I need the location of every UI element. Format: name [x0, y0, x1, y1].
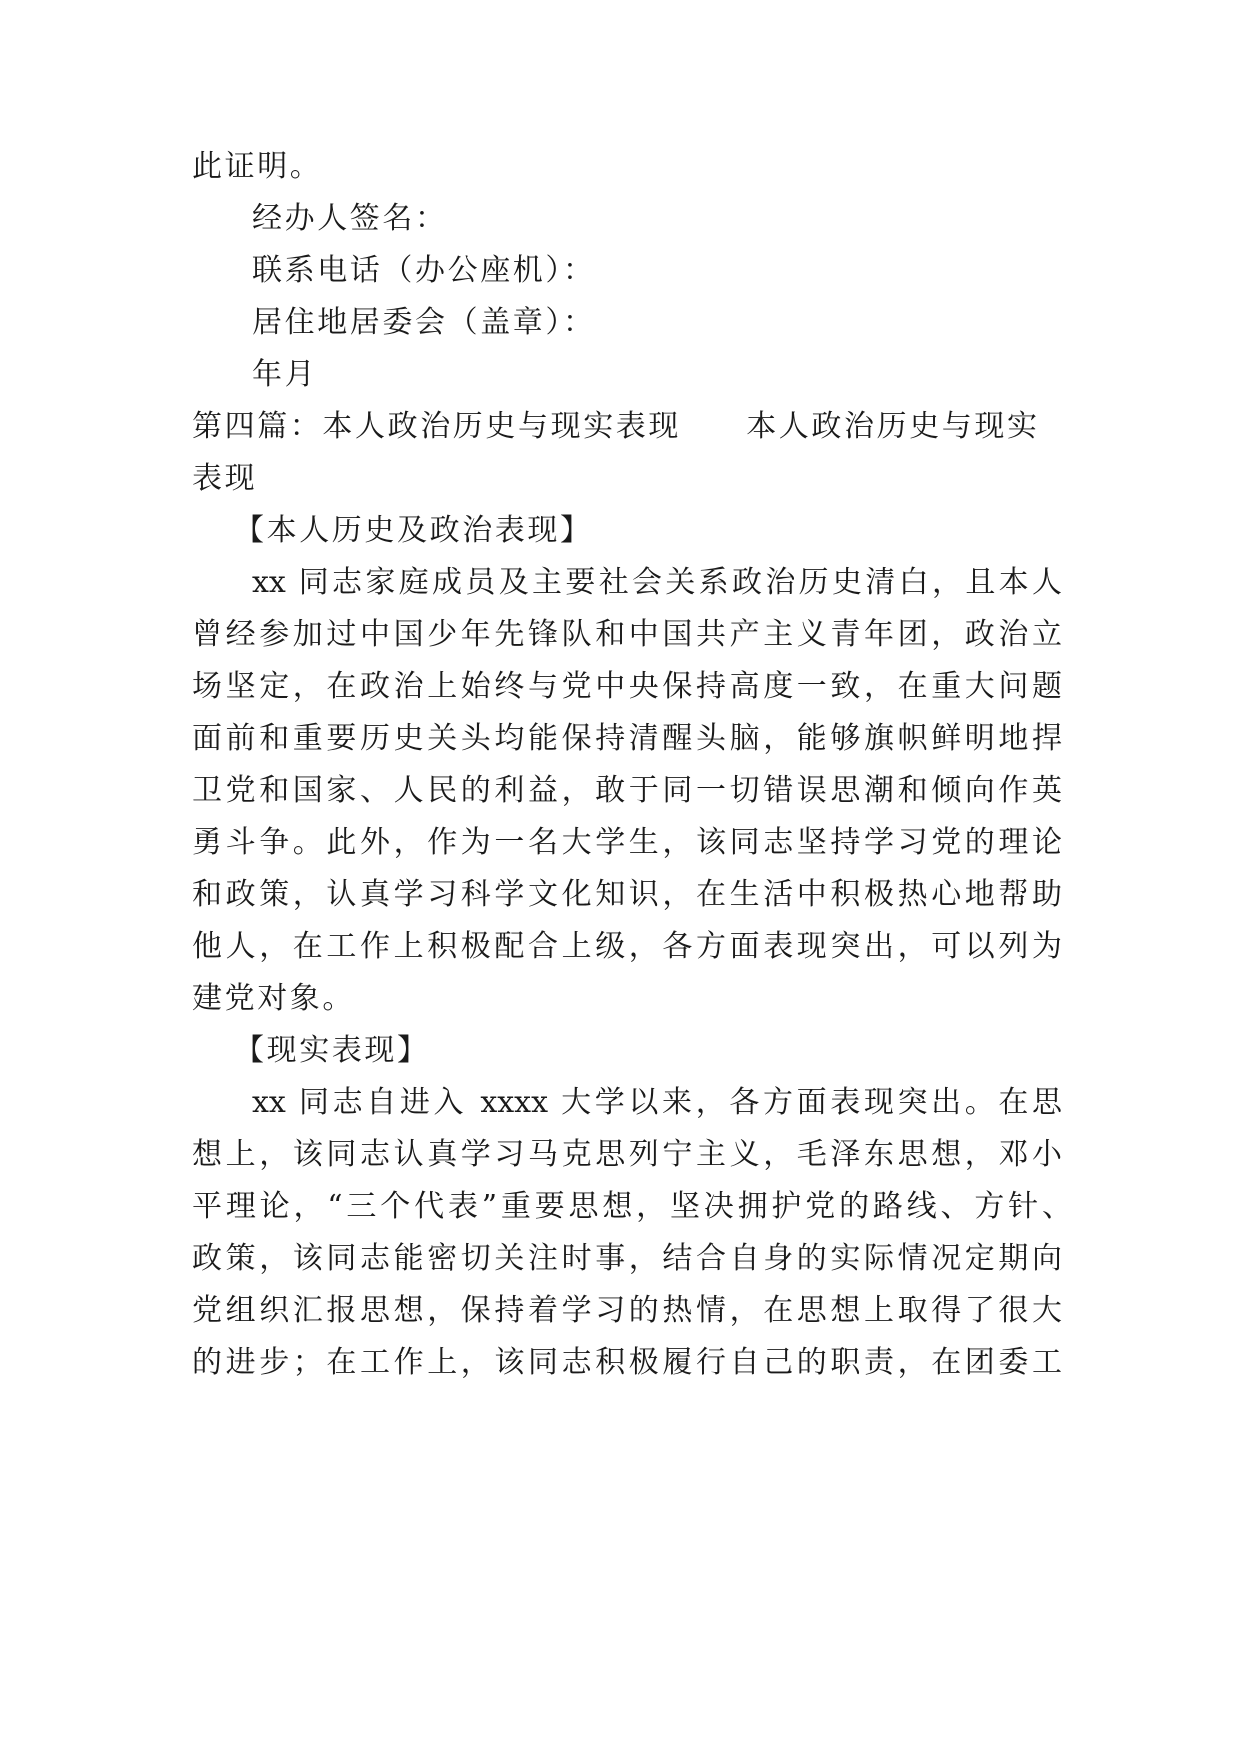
- section-title: 第四篇：本人政治历史与现实表现 本人政治历史与现实: [192, 409, 1040, 444]
- history-line: 曾经参加过中国少年先锋队和中国共产主义青年团，政治立: [192, 617, 1062, 652]
- reality-heading: 【现实表现】: [234, 1033, 430, 1068]
- history-line: 他人，在工作上积极配合上级，各方面表现突出，可以列为: [192, 929, 1062, 964]
- reality-line: 政策，该同志能密切关注时事，结合自身的实际情况定期向: [192, 1241, 1062, 1276]
- reality-line: xx 同志自进入 xxxx 大学以来，各方面表现突出。在思: [252, 1085, 1062, 1120]
- reality-line: 的进步；在工作上，该同志积极履行自己的职责，在团委工: [192, 1345, 1062, 1380]
- history-line: xx 同志家庭成员及主要社会关系政治历史清白，且本人: [252, 565, 1062, 600]
- history-heading: 【本人历史及政治表现】: [234, 513, 593, 548]
- closing-text: 此证明。: [192, 149, 323, 184]
- history-line: 场坚定，在政治上始终与党中央保持高度一致，在重大问题: [192, 669, 1062, 704]
- reality-line: 党组织汇报思想，保持着学习的热情，在思想上取得了很大: [192, 1293, 1062, 1328]
- section-title-continued: 表现: [192, 461, 258, 496]
- history-line: 建党对象。: [192, 981, 355, 1016]
- reality-line: 平理论，“三个代表”重要思想，坚决拥护党的路线、方针、: [192, 1189, 1072, 1224]
- history-line: 勇斗争。此外，作为一名大学生，该同志坚持学习党的理论: [192, 825, 1062, 860]
- history-line: 和政策，认真学习科学文化知识，在生活中积极热心地帮助: [192, 877, 1062, 912]
- committee-label: 居住地居委会（盖章）：: [252, 305, 596, 340]
- history-line: 卫党和国家、人民的利益，敢于同一切错误思潮和倾向作英: [192, 773, 1062, 808]
- date-label: 年月: [252, 357, 318, 392]
- history-line: 面前和重要历史关头均能保持清醒头脑，能够旗帜鲜明地捍: [192, 721, 1062, 756]
- phone-label: 联系电话（办公座机）：: [252, 253, 596, 288]
- reality-line: 想上，该同志认真学习马克思列宁主义，毛泽东思想，邓小: [192, 1137, 1062, 1172]
- signer-label: 经办人签名：: [252, 201, 448, 236]
